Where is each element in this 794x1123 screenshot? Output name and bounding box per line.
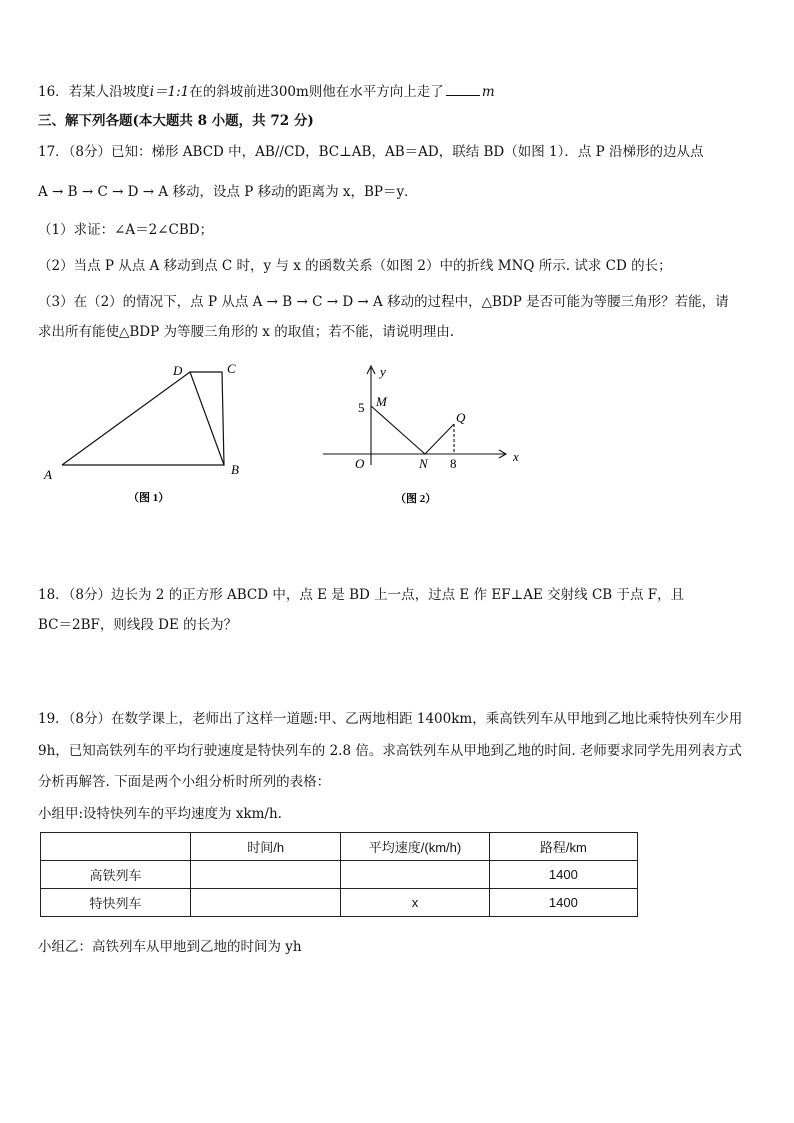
table-cell: 1400 <box>489 889 637 917</box>
table-cell: 特快列车 <box>41 889 191 917</box>
q16-slope: i＝1:1 <box>149 84 190 100</box>
table-row <box>41 861 638 889</box>
polyline-MNQ <box>371 406 454 454</box>
table-cell <box>191 889 341 917</box>
q16-suffix: 则他在水平方向上走了 <box>308 84 444 100</box>
diagonal-bd <box>190 372 224 465</box>
q19-table <box>40 832 638 917</box>
table-cell <box>341 861 489 889</box>
q17-part3-line2: 求出所有能使△BDP 为等腰三角形的 x 的取值；若不能，请说明理由. <box>38 324 454 340</box>
table-cell <box>191 861 341 889</box>
q17-line1: 17．（8分）已知：梯形 ABCD 中，AB//CD，BC⊥AB，AB＝AD，联结 BD（如图 1）．点 P 沿梯形的边从点 <box>38 144 704 160</box>
trapezoid-outline <box>62 372 224 465</box>
table-cell: 1400 <box>489 861 637 889</box>
figure-1-caption: （图 1） <box>128 492 170 504</box>
label-D: D <box>173 363 183 378</box>
table-header-row <box>41 833 638 861</box>
q18-line2: BC＝2BF，则线段 DE 的长为？ <box>38 617 238 633</box>
table-header-cell: 时间/h <box>191 833 341 861</box>
label-five: 5 <box>358 400 365 415</box>
q19-group-a: 小组甲:设特快列车的平均速度为 xkm/h. <box>38 806 282 822</box>
q16-answer-blank <box>446 83 480 96</box>
q19-line1: 19．（8分）在数学课上，老师出了这样一道题:甲、乙两地相距 1400km，乘高铁列车从甲地到乙地比乘特快列车少用 <box>38 711 743 727</box>
figure-2-caption: （图 2） <box>395 493 437 505</box>
label-y: y <box>380 364 386 379</box>
table-header-cell: 路程/km <box>489 833 637 861</box>
section-heading: 三、解下列各题(本大题共 8 小题，共 72 分) <box>38 113 314 129</box>
q16-distance: 300m <box>270 84 309 100</box>
label-C: C <box>227 361 236 376</box>
q17-part2: （2）当点 P 从点 A 移动到点 C 时，y 与 x 的函数关系（如图 2）中的折线 MNQ 所示. 试求 CD 的长； <box>38 258 672 274</box>
label-A: A <box>44 467 52 482</box>
q19-line2: 9h，已知高铁列车的平均行驶速度是特快列车的 2.8 倍。求高铁列车从甲地到乙地的时间. 老师要求同学先用列表方式 <box>38 743 742 759</box>
label-O: O <box>355 456 365 471</box>
table-header-cell <box>41 833 191 861</box>
label-Q: Q <box>456 410 466 425</box>
table-cell: 高铁列车 <box>41 861 191 889</box>
q17-line2: A → B → C → D → A 移动，设点 P 移动的距离为 x，BP＝y． <box>38 184 418 200</box>
label-B: B <box>231 462 239 477</box>
table-cell: x <box>341 889 489 917</box>
table-row <box>41 889 638 917</box>
q16-mid: 在的斜坡前进 <box>189 84 271 100</box>
q19-group-b: 小组乙：高铁列车从甲地到乙地的时间为 yh <box>38 939 302 955</box>
table-header-cell: 平均速度/(km/h) <box>341 833 489 861</box>
label-eight: 8 <box>450 456 457 471</box>
label-N: N <box>419 456 428 471</box>
q17-part3-line1: （3）在（2）的情况下，点 P 从点 A → B → C → D → A 移动的过程中，△BDP 是否可能为等腰三角形？若能，请 <box>38 294 729 310</box>
q18-line1: 18．（8分）边长为 2 的正方形 ABCD 中，点 E 是 BD 上一点，过点 E 作 EF⊥AE 交射线 CB 于点 F，且 <box>38 587 685 603</box>
label-x: x <box>513 449 519 464</box>
q16-line <box>38 80 495 100</box>
figure-2-graph <box>315 360 535 510</box>
q19-line3: 分析再解答. 下面是两个小组分析时所列的表格： <box>38 774 331 790</box>
q16-prefix: 16．若某人沿坡度 <box>38 84 150 100</box>
label-M: M <box>376 394 387 409</box>
q16-unit: m <box>481 84 495 100</box>
q17-part1: （1）求证：∠A＝2∠CBD； <box>38 222 214 238</box>
figure-1-trapezoid <box>30 355 270 515</box>
